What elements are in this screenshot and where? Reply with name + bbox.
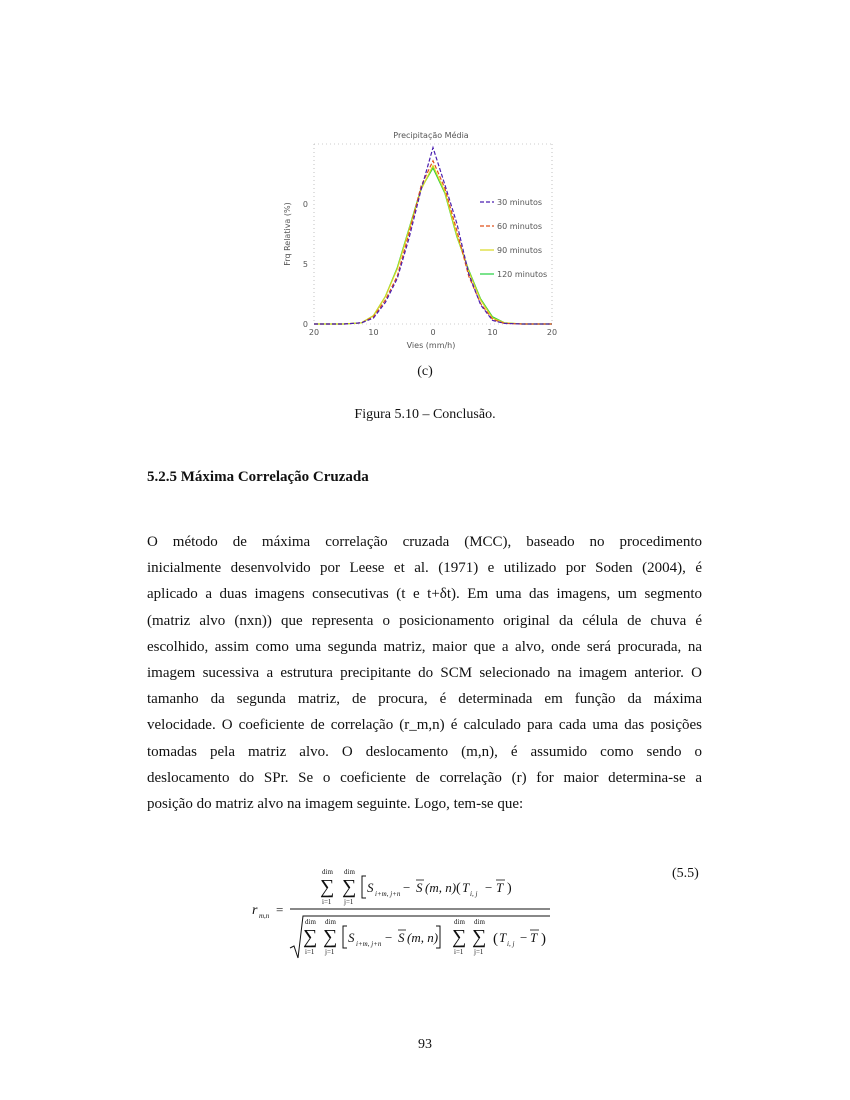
- paragraph-line: tamanho da segunda matriz, de procura, é determinada em função da máxima: [147, 691, 702, 708]
- eq-mn: (m, n): [407, 930, 439, 945]
- eq-sum-upper: dim: [344, 868, 355, 876]
- eq-mn: (m, n): [425, 880, 457, 895]
- legend-label: 30 minutos: [497, 198, 543, 207]
- paragraph-line: O método de máxima correlação cruzada (MCC), baseado no procedimento: [147, 534, 702, 550]
- x-axis-label: Vies (mm/h): [406, 341, 456, 350]
- eq-sigma: ∑: [452, 926, 467, 948]
- paragraph-line: velocidade. O coeficiente de correlação (r_m,n) é calculado para cada uma das posições: [147, 717, 702, 734]
- eq-Tbar: T: [530, 930, 538, 945]
- equation: [250, 862, 560, 962]
- series-line: [314, 148, 552, 324]
- eq-paren: ): [507, 881, 512, 896]
- x-tick-label: 20: [308, 328, 320, 337]
- eq-sigma: ∑: [342, 876, 357, 898]
- legend-label: 90 minutos: [497, 246, 543, 255]
- paragraph-line: inicialmente desenvolvido por Leese et al. (1971) e utilizado por Soden (2004), é: [147, 560, 702, 577]
- eq-Tbar: T: [496, 880, 504, 895]
- eq-sum-upper: dim: [325, 918, 336, 926]
- paragraph-line: imagem sucessiva a estrutura precipitante do SCM selecionado na imagem anterior. O: [147, 665, 702, 682]
- eq-S-sub: i+m, j+n: [375, 890, 401, 898]
- section-heading: 5.2.5 Máxima Correlação Cruzada: [147, 469, 369, 485]
- chart-title: Precipitação Média: [393, 131, 469, 140]
- legend-label: 120 minutos: [497, 270, 548, 279]
- eq-sigma: ∑: [320, 876, 335, 898]
- y-tick-label: 0: [302, 320, 308, 329]
- eq-sum-lower: i=1: [322, 898, 332, 906]
- eq-sum-lower: j=1: [344, 898, 354, 906]
- eq-S-sub: i+m, j+n: [356, 940, 382, 948]
- eq-minus: −: [485, 880, 493, 895]
- eq-T: T: [499, 930, 507, 945]
- eq-sum-lower: i=1: [305, 948, 315, 956]
- figure-chart: [276, 126, 576, 351]
- eq-minus: −: [520, 930, 528, 945]
- x-tick-label: 20: [546, 328, 558, 337]
- series-line: [314, 161, 552, 324]
- eq-lhs: r: [252, 903, 258, 918]
- eq-sum-lower: i=1: [454, 948, 464, 956]
- eq-bracket: [362, 876, 366, 898]
- eq-paren: (: [493, 931, 498, 947]
- x-tick-label: 10: [368, 328, 379, 337]
- eq-equals: =: [276, 902, 284, 917]
- x-tick-label: 10: [487, 328, 498, 337]
- y-axis-label: Frq Relativa (%): [283, 202, 292, 266]
- paragraph-line: posição do matriz alvo na imagem seguinte. Logo, tem-se que:: [147, 796, 524, 813]
- eq-sigma: ∑: [472, 926, 487, 948]
- equation-graphic: [250, 862, 560, 962]
- y-tick-label: 0: [302, 200, 308, 209]
- body-paragraph: [147, 529, 702, 817]
- eq-S: S: [367, 880, 374, 895]
- paragraph-line: aplicado a duas imagens consecutivas (t e t+δt). Em uma das imagens, um segmento: [147, 586, 702, 603]
- eq-paren: ): [541, 931, 546, 947]
- paragraph-line: escolhido, assim como uma segunda matriz, maior que a alvo, onde será procurada, na: [147, 638, 702, 655]
- y-tick-label: 5: [302, 260, 308, 269]
- panel-label: (c): [417, 364, 433, 379]
- figure-caption: Figura 5.10 – Conclusão.: [354, 407, 496, 422]
- eq-minus: −: [403, 880, 411, 895]
- paragraph-line: deslocamento do SPr. Se o coeficiente de correlação (r) for maior determina-se a: [147, 769, 702, 786]
- eq-sum-upper: dim: [305, 918, 316, 926]
- eq-S: S: [348, 930, 355, 945]
- paragraph-line: tomadas pela matriz alvo. O deslocamento (m,n), é assumido como sendo o: [147, 743, 702, 760]
- eq-sum-upper: dim: [474, 918, 485, 926]
- eq-Sbar: S: [398, 930, 405, 945]
- eq-sum-upper: dim: [454, 918, 465, 926]
- eq-sigma: ∑: [303, 926, 318, 948]
- eq-sum-lower: j=1: [325, 948, 335, 956]
- eq-sum-lower: j=1: [474, 948, 484, 956]
- legend-label: 60 minutos: [497, 222, 543, 231]
- eq-minus: −: [385, 930, 393, 945]
- eq-bracket: [343, 926, 347, 948]
- eq-Sbar: S: [416, 880, 423, 895]
- eq-lhs-sub: m,n: [259, 912, 270, 920]
- eq-T-sub: i, j: [507, 940, 515, 948]
- eq-sigma: ∑: [323, 926, 338, 948]
- equation-number: (5.5): [672, 866, 699, 881]
- eq-paren: (: [456, 881, 461, 896]
- eq-sum-upper: dim: [322, 868, 333, 876]
- series-line: [314, 166, 552, 324]
- paragraph-line: (matriz alvo (nxn)) que representa o posicionamento original da célula de chuva é: [147, 612, 702, 629]
- eq-T: T: [462, 880, 470, 895]
- page-number: 93: [418, 1037, 432, 1052]
- x-tick-label: 0: [430, 328, 436, 337]
- line-chart: [276, 126, 576, 351]
- eq-T-sub: i, j: [470, 890, 478, 898]
